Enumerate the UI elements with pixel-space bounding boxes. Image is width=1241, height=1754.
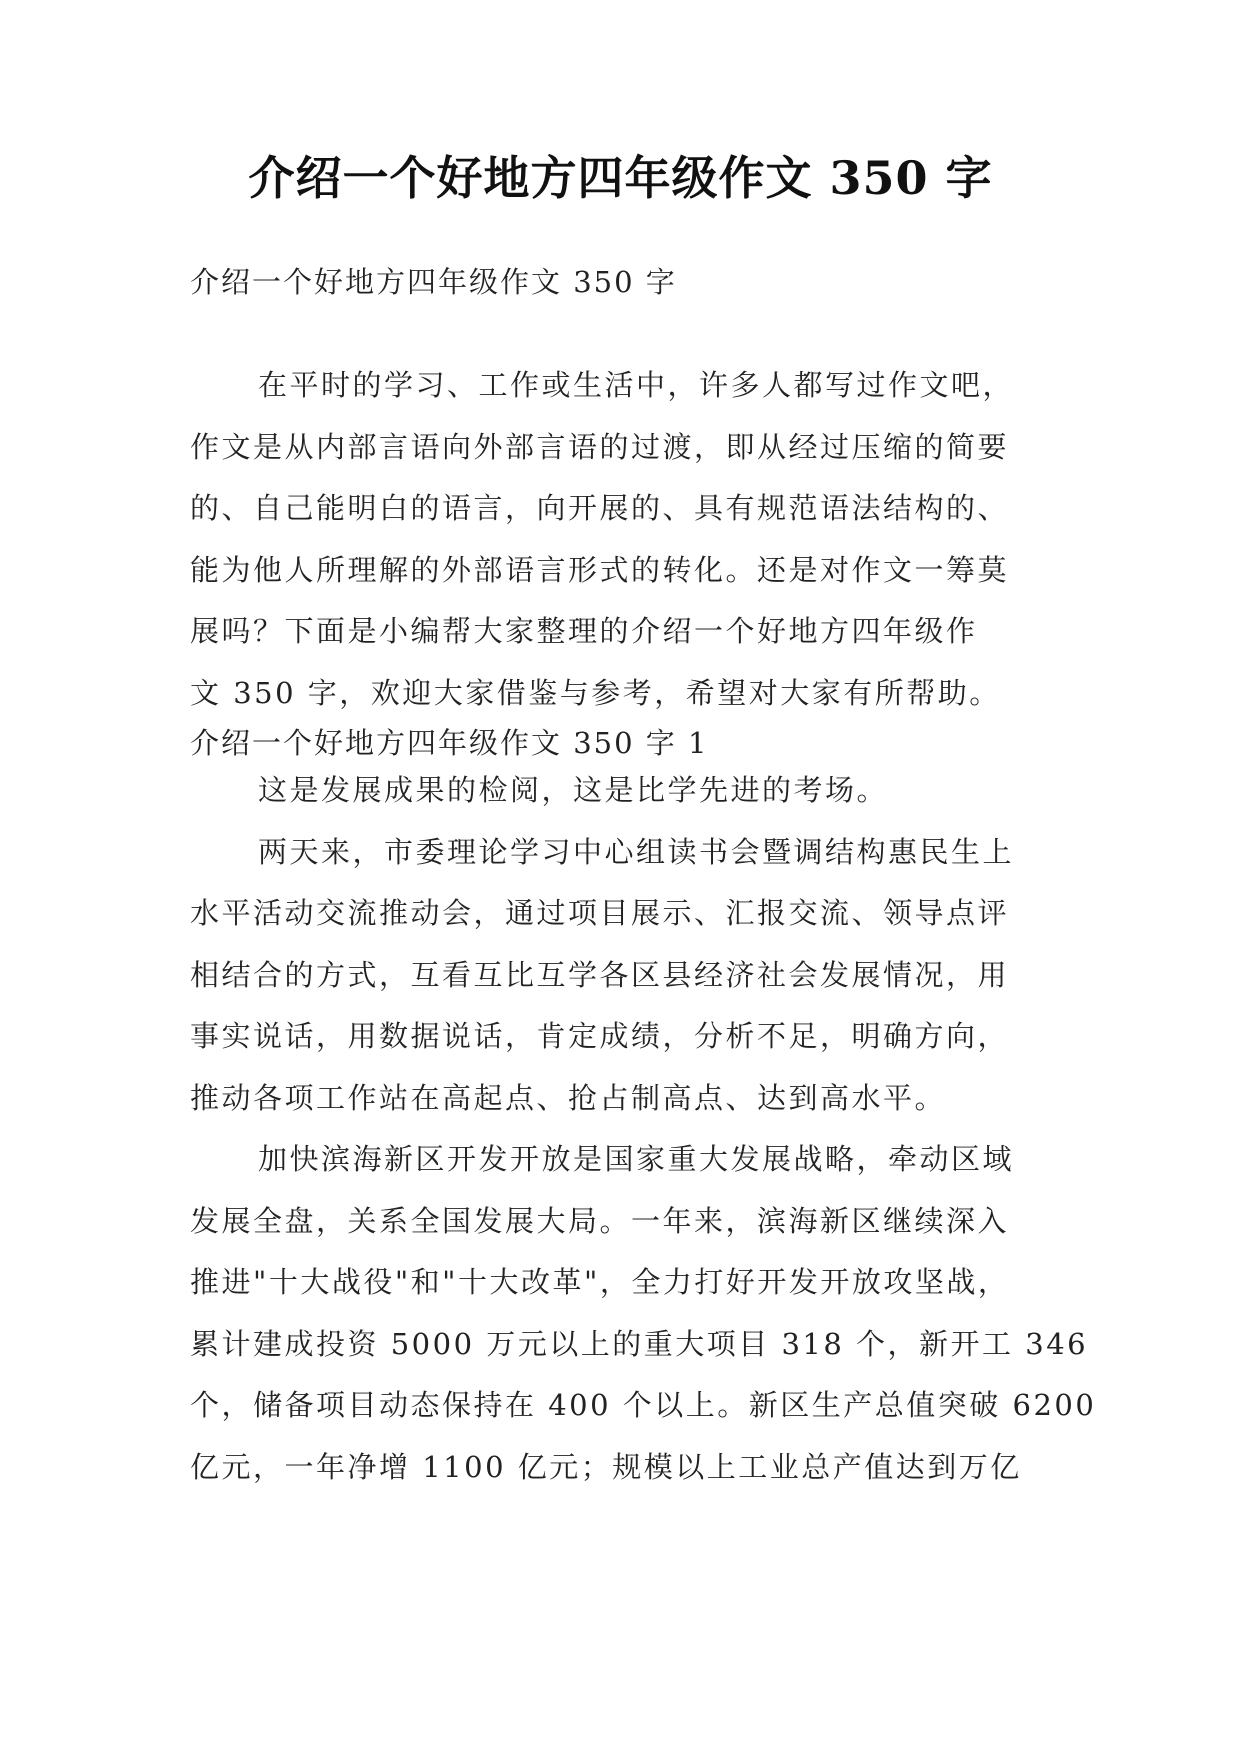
intro-paragraph	[190, 355, 1070, 724]
body-line: 推进"十大战役"和"十大改革"，全力打好开发开放攻坚战，	[190, 1265, 1010, 1299]
intro-line: 作文是从内部言语向外部言语的过渡，即从经过压缩的简要	[190, 429, 1010, 464]
intro-line: 的、自己能明白的语言，向开展的、具有规范语法结构的、	[190, 491, 1010, 525]
intro-line: 能为他人所理解的外部语言形式的转化。还是对作文一筹莫	[190, 552, 1010, 587]
intro-line: 展吗？下面是小编帮大家整理的介绍一个好地方四年级作	[190, 614, 978, 648]
body-line: 推动各项工作站在高起点、抢占制高点、达到高水平。	[190, 1080, 947, 1115]
section-heading: 介绍一个好地方四年级作文 350 字 1	[190, 726, 709, 760]
body-line: 事实说话，用数据说话，肯定成绩，分析不足，明确方向，	[190, 1019, 1010, 1053]
body-line: 这是发展成果的检阅，这是比学先进的考场。	[258, 773, 889, 807]
document-subtitle: 介绍一个好地方四年级作文 350 字	[190, 265, 677, 299]
body-line: 累计建成投资 5000 万元以上的重大项目 318 个，新开工 346	[190, 1326, 1089, 1361]
essay-body	[190, 760, 1097, 1498]
body-line: 亿元，一年净增 1100 亿元；规模以上工业总产值达到万亿	[190, 1449, 1022, 1484]
intro-line: 文 350 字，欢迎大家借鉴与参考，希望对大家有所帮助。	[190, 675, 1001, 710]
document-title: 介绍一个好地方四年级作文 350 字	[248, 151, 993, 205]
body-line: 水平活动交流推动会，通过项目展示、汇报交流、领导点评	[190, 896, 1010, 930]
body-line: 个，储备项目动态保持在 400 个以上。新区生产总值突破 6200	[190, 1388, 1097, 1422]
body-line: 相结合的方式，互看互比互学各区县经济社会发展情况，用	[190, 957, 1010, 992]
body-line: 两天来，市委理论学习中心组读书会暨调结构惠民生上	[258, 834, 1015, 869]
body-line: 发展全盘，关系全国发展大局。一年来，滨海新区继续深入	[190, 1203, 1010, 1238]
body-line: 加快滨海新区开发开放是国家重大发展战略，牵动区域	[258, 1142, 1015, 1176]
intro-line: 在平时的学习、工作或生活中，许多人都写过作文吧，	[258, 368, 1015, 402]
